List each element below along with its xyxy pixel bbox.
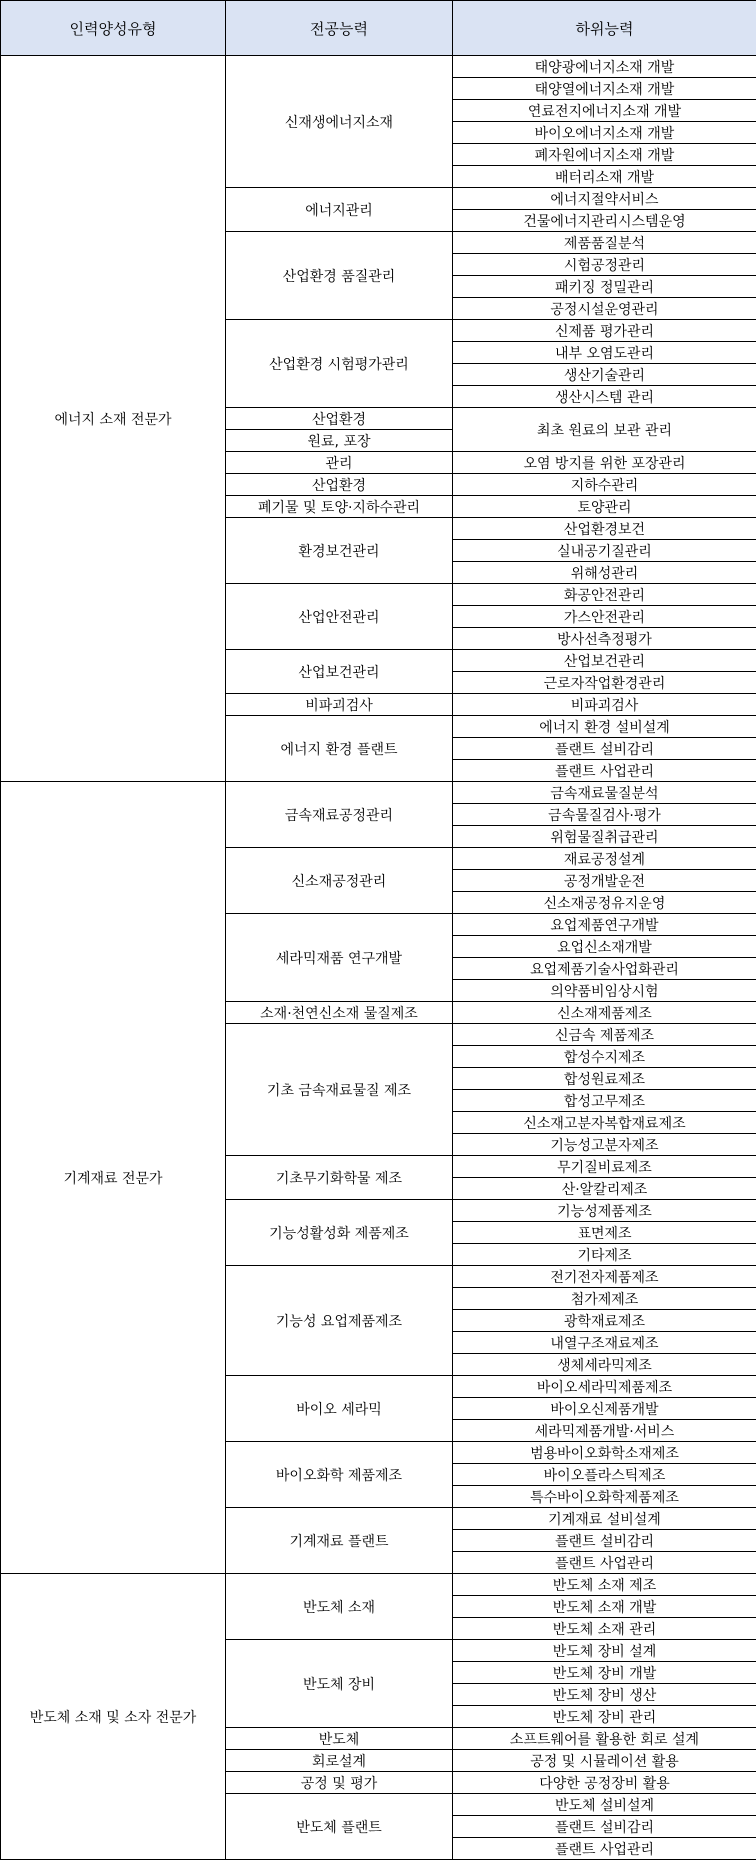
major-cell: 바이오 세라믹 (226, 1376, 453, 1442)
sub-cell: 가스안전관리 (453, 606, 756, 628)
major-cell: 산업환경 시험평가관리 (226, 320, 453, 408)
sub-cell: 바이오에너지소재 개발 (453, 122, 756, 144)
major-cell: 바이오화학 제품제조 (226, 1442, 453, 1508)
sub-cell: 최초 원료의 보관 관리 (453, 408, 756, 452)
sub-cell: 공정개발운전 (453, 870, 756, 892)
sub-cell: 기계재료 설비설계 (453, 1508, 756, 1530)
major-cell: 세라믹재품 연구개발 (226, 914, 453, 1002)
sub-cell: 공정시설운영관리 (453, 298, 756, 320)
major-cell: 산업환경 품질관리 (226, 232, 453, 320)
sub-cell: 배터리소재 개발 (453, 166, 756, 188)
major-cell: 폐기물 및 토양·지하수관리 (226, 496, 453, 518)
sub-cell: 합성고무제조 (453, 1090, 756, 1112)
table-row (1, 56, 756, 78)
sub-cell: 기능성고분자제조 (453, 1134, 756, 1156)
sub-cell: 플랜트 설비감리 (453, 1530, 756, 1552)
header-major: 전공능력 (226, 1, 453, 56)
major-cell: 반도체 장비 (226, 1640, 453, 1728)
major-cell: 관리 (226, 452, 453, 474)
table-row (1, 1574, 756, 1596)
sub-cell: 바이오세라믹제품제조 (453, 1376, 756, 1398)
sub-cell: 반도체 장비 생산 (453, 1684, 756, 1706)
sub-cell: 전기전자제품제조 (453, 1266, 756, 1288)
sub-cell: 합성수지제조 (453, 1046, 756, 1068)
sub-cell: 무기질비료제조 (453, 1156, 756, 1178)
sub-cell: 첨가제제조 (453, 1288, 756, 1310)
sub-cell: 신소재고분자복합재료제조 (453, 1112, 756, 1134)
sub-cell: 태양열에너지소재 개발 (453, 78, 756, 100)
major-cell: 기능성 요업제품제조 (226, 1266, 453, 1376)
table-row (1, 782, 756, 804)
sub-cell: 특수바이오화학제품제조 (453, 1486, 756, 1508)
major-cell: 공정 및 평가 (226, 1772, 453, 1794)
sub-cell: 플랜트 사업관리 (453, 760, 756, 782)
sub-cell: 반도체 소재 관리 (453, 1618, 756, 1640)
sub-cell: 기능성제품제조 (453, 1200, 756, 1222)
major-cell: 기초무기화학물 제조 (226, 1156, 453, 1200)
major-cell: 기초 금속재료물질 제조 (226, 1024, 453, 1156)
table-body (1, 56, 756, 1860)
sub-cell: 광학재료제조 (453, 1310, 756, 1332)
sub-cell: 내부 오염도관리 (453, 342, 756, 364)
sub-cell: 패키징 정밀관리 (453, 276, 756, 298)
sub-cell: 생산기술관리 (453, 364, 756, 386)
major-cell: 반도체 플랜트 (226, 1794, 453, 1860)
sub-cell: 다양한 공정장비 활용 (453, 1772, 756, 1794)
sub-cell: 생체세라믹제조 (453, 1354, 756, 1376)
sub-cell: 신제품 평가관리 (453, 320, 756, 342)
sub-cell: 요업제품기술사업화관리 (453, 958, 756, 980)
header-type: 인력양성유형 (1, 1, 226, 56)
sub-cell: 요업신소재개발 (453, 936, 756, 958)
sub-cell: 플랜트 설비감리 (453, 738, 756, 760)
sub-cell: 바이오신제품개발 (453, 1398, 756, 1420)
sub-cell: 산업보건관리 (453, 650, 756, 672)
major-cell: 소재·천연신소재 물질제조 (226, 1002, 453, 1024)
sub-cell: 반도체 소재 개발 (453, 1596, 756, 1618)
major-cell: 산업안전관리 (226, 584, 453, 650)
major-cell: 신재생에너지소재 (226, 56, 453, 188)
sub-cell: 비파괴검사 (453, 694, 756, 716)
sub-cell: 플랜트 사업관리 (453, 1838, 756, 1860)
major-cell: 기능성활성화 제품제조 (226, 1200, 453, 1266)
sub-cell: 근로자작업환경관리 (453, 672, 756, 694)
sub-cell: 신소재제품제조 (453, 1002, 756, 1024)
sub-cell: 플랜트 설비감리 (453, 1816, 756, 1838)
sub-cell: 건물에너지관리시스템운영 (453, 210, 756, 232)
sub-cell: 표면제조 (453, 1222, 756, 1244)
sub-cell: 에너지절약서비스 (453, 188, 756, 210)
sub-cell: 반도체 장비 관리 (453, 1706, 756, 1728)
sub-cell: 합성원료제조 (453, 1068, 756, 1090)
sub-cell: 지하수관리 (453, 474, 756, 496)
major-cell: 에너지관리 (226, 188, 453, 232)
sub-cell: 의약품비임상시험 (453, 980, 756, 1002)
sub-cell: 화공안전관리 (453, 584, 756, 606)
major-cell: 기계재료 플랜트 (226, 1508, 453, 1574)
sub-cell: 연료전지에너지소재 개발 (453, 100, 756, 122)
type-cell: 반도체 소재 및 소자 전문가 (1, 1574, 226, 1860)
major-cell: 회로설계 (226, 1750, 453, 1772)
sub-cell: 범용바이오화학소재제조 (453, 1442, 756, 1464)
sub-cell: 금속물질검사·평가 (453, 804, 756, 826)
major-cell: 비파괴검사 (226, 694, 453, 716)
sub-cell: 토양관리 (453, 496, 756, 518)
sub-cell: 반도체 장비 설계 (453, 1640, 756, 1662)
header-sub: 하위능력 (453, 1, 756, 56)
sub-cell: 기타제조 (453, 1244, 756, 1266)
sub-cell: 재료공정설계 (453, 848, 756, 870)
sub-cell: 제품품질분석 (453, 232, 756, 254)
sub-cell: 세라믹제품개발·서비스 (453, 1420, 756, 1442)
sub-cell: 생산시스템 관리 (453, 386, 756, 408)
sub-cell: 반도체 장비 개발 (453, 1662, 756, 1684)
sub-cell: 금속재료물질분석 (453, 782, 756, 804)
header-row (1, 1, 756, 56)
sub-cell: 내열구조재료제조 (453, 1332, 756, 1354)
sub-cell: 태양광에너지소재 개발 (453, 56, 756, 78)
sub-cell: 실내공기질관리 (453, 540, 756, 562)
type-cell: 기계재료 전문가 (1, 782, 226, 1574)
major-cell: 에너지 환경 플랜트 (226, 716, 453, 782)
sub-cell: 산·알칼리제조 (453, 1178, 756, 1200)
sub-cell: 위해성관리 (453, 562, 756, 584)
type-cell: 에너지 소재 전문가 (1, 56, 226, 782)
sub-cell: 오염 방지를 위한 포장관리 (453, 452, 756, 474)
major-cell: 금속재료공정관리 (226, 782, 453, 848)
major-cell: 산업환경 (226, 408, 453, 430)
major-cell: 반도체 (226, 1728, 453, 1750)
major-cell: 원료, 포장 (226, 430, 453, 452)
sub-cell: 에너지 환경 설비설계 (453, 716, 756, 738)
sub-cell: 바이오플라스틱제조 (453, 1464, 756, 1486)
sub-cell: 소프트웨어를 활용한 회로 설계 (453, 1728, 756, 1750)
major-cell: 산업환경 (226, 474, 453, 496)
major-cell: 환경보건관리 (226, 518, 453, 584)
sub-cell: 반도체 설비설계 (453, 1794, 756, 1816)
sub-cell: 신금속 제품제조 (453, 1024, 756, 1046)
sub-cell: 플랜트 사업관리 (453, 1552, 756, 1574)
sub-cell: 방사선측정평가 (453, 628, 756, 650)
sub-cell: 반도체 소재 제조 (453, 1574, 756, 1596)
sub-cell: 위험물질취급관리 (453, 826, 756, 848)
major-cell: 산업보건관리 (226, 650, 453, 694)
sub-cell: 산업환경보건 (453, 518, 756, 540)
sub-cell: 시험공정관리 (453, 254, 756, 276)
sub-cell: 신소재공정유지운영 (453, 892, 756, 914)
sub-cell: 요업제품연구개발 (453, 914, 756, 936)
sub-cell: 폐자원에너지소재 개발 (453, 144, 756, 166)
major-cell: 반도체 소재 (226, 1574, 453, 1640)
sub-cell: 공정 및 시뮬레이션 활용 (453, 1750, 756, 1772)
major-cell: 신소재공정관리 (226, 848, 453, 914)
